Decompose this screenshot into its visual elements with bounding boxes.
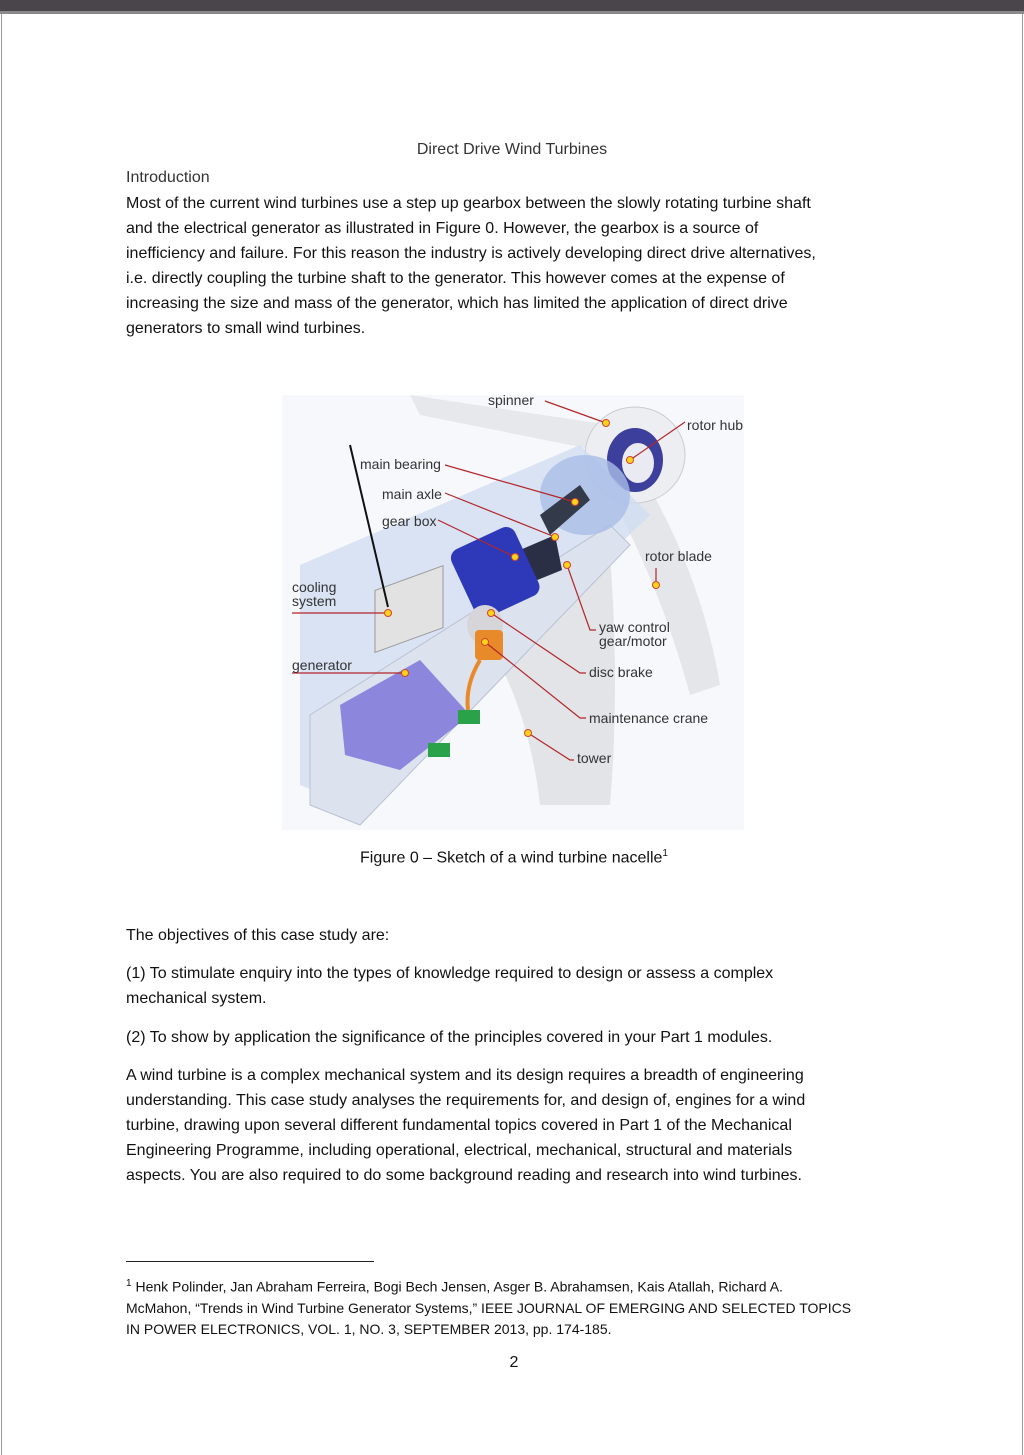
document-title: Direct Drive Wind Turbines xyxy=(416,141,608,158)
text-line: increasing the size and mass of the generator, which has limited the application of direct drive xyxy=(126,295,788,312)
text-line: Engineering Programme, including operational, electrical, mechanical, structural and materials xyxy=(126,1142,793,1159)
label-gear-box: gear box xyxy=(382,513,437,529)
text-line: turbine, drawing upon several different fundamental topics covered in Part 1 of the Mechanical xyxy=(126,1117,792,1134)
footnote-line: McMahon, “Trends in Wind Turbine Generator Systems,” IEEE JOURNAL OF EMERGING AND SELECTED TOPICS xyxy=(126,1299,852,1316)
text-line: (2) To show by application the significance of the principles covered in your Part 1 modules. xyxy=(126,1029,773,1046)
hub-inner xyxy=(622,443,654,483)
footnote-ref[interactable]: 1 xyxy=(662,848,668,859)
text-line: i.e. directly coupling the turbine shaft to the generator. This however comes at the expense of xyxy=(126,270,785,287)
label-spinner: spinner xyxy=(488,392,534,408)
footnote-line: Henk Polinder, Jan Abraham Ferreira, Bogi Bech Jensen, Asger B. Abrahamsen, Kais Atallah, Richard A. xyxy=(131,1278,783,1295)
label-gear-motor: gear/motor xyxy=(599,633,667,649)
intro-paragraph xyxy=(126,191,896,341)
objective-1 xyxy=(126,961,896,1011)
label-yaw-control: yaw control xyxy=(599,619,670,635)
text-line: aspects. You are also required to do some background reading and research into wind turbines. xyxy=(126,1167,802,1184)
label-cooling: cooling xyxy=(292,579,337,595)
caption-text: Figure 0 – Sketch of a wind turbine nacelle xyxy=(360,849,663,867)
text-line: inefficiency and failure. For this reason the industry is actively developing direct drive alternatives, xyxy=(126,245,816,262)
text-line: Most of the current wind turbines use a step up gearbox between the slowly rotating turbine shaft xyxy=(126,195,811,212)
label-main-bearing: main bearing xyxy=(360,456,441,472)
page-number: 2 xyxy=(509,1354,519,1371)
label-system: system xyxy=(292,593,337,609)
green-part xyxy=(428,743,450,757)
text-line: mechanical system. xyxy=(126,990,267,1007)
text-line: and the electrical generator as illustrated in Figure 0. However, the gearbox is a source of xyxy=(126,220,759,237)
text-line: generators to small wind turbines. xyxy=(126,320,366,337)
text-line: A wind turbine is a complex mechanical system and its design requires a breadth of engineering xyxy=(126,1067,804,1084)
figure-caption xyxy=(0,848,1024,867)
footnote-mark: 1 xyxy=(126,1278,132,1289)
label-tower: tower xyxy=(577,750,612,766)
footnote-line: IN POWER ELECTRONICS, VOL. 1, NO. 3, SEPTEMBER 2013, pp. 174-185. xyxy=(126,1320,612,1337)
wind-turbine-nacelle-figure xyxy=(280,385,750,835)
closing-paragraph xyxy=(126,1063,896,1188)
text-line: understanding. This case study analyses the requirements for, and design of, engines for a wind xyxy=(126,1092,806,1109)
text-line: The objectives of this case study are: xyxy=(126,927,390,944)
label-maintenance-crane: maintenance crane xyxy=(589,710,709,726)
label-rotor-hub: rotor hub xyxy=(687,417,744,433)
footnote xyxy=(126,1273,851,1340)
label-generator: generator xyxy=(292,657,352,673)
text-line: (1) To stimulate enquiry into the types of knowledge required to design or assess a complex xyxy=(126,965,774,982)
footnote-separator xyxy=(126,1261,374,1262)
label-disc-brake: disc brake xyxy=(589,664,653,680)
green-part xyxy=(458,710,480,724)
viewer-toolbar xyxy=(0,0,1024,11)
section-heading: Introduction xyxy=(126,169,210,186)
objectives-intro xyxy=(126,923,896,948)
label-main-axle: main axle xyxy=(382,486,442,502)
label-rotor-blade: rotor blade xyxy=(645,548,712,564)
objective-2 xyxy=(126,1025,896,1050)
